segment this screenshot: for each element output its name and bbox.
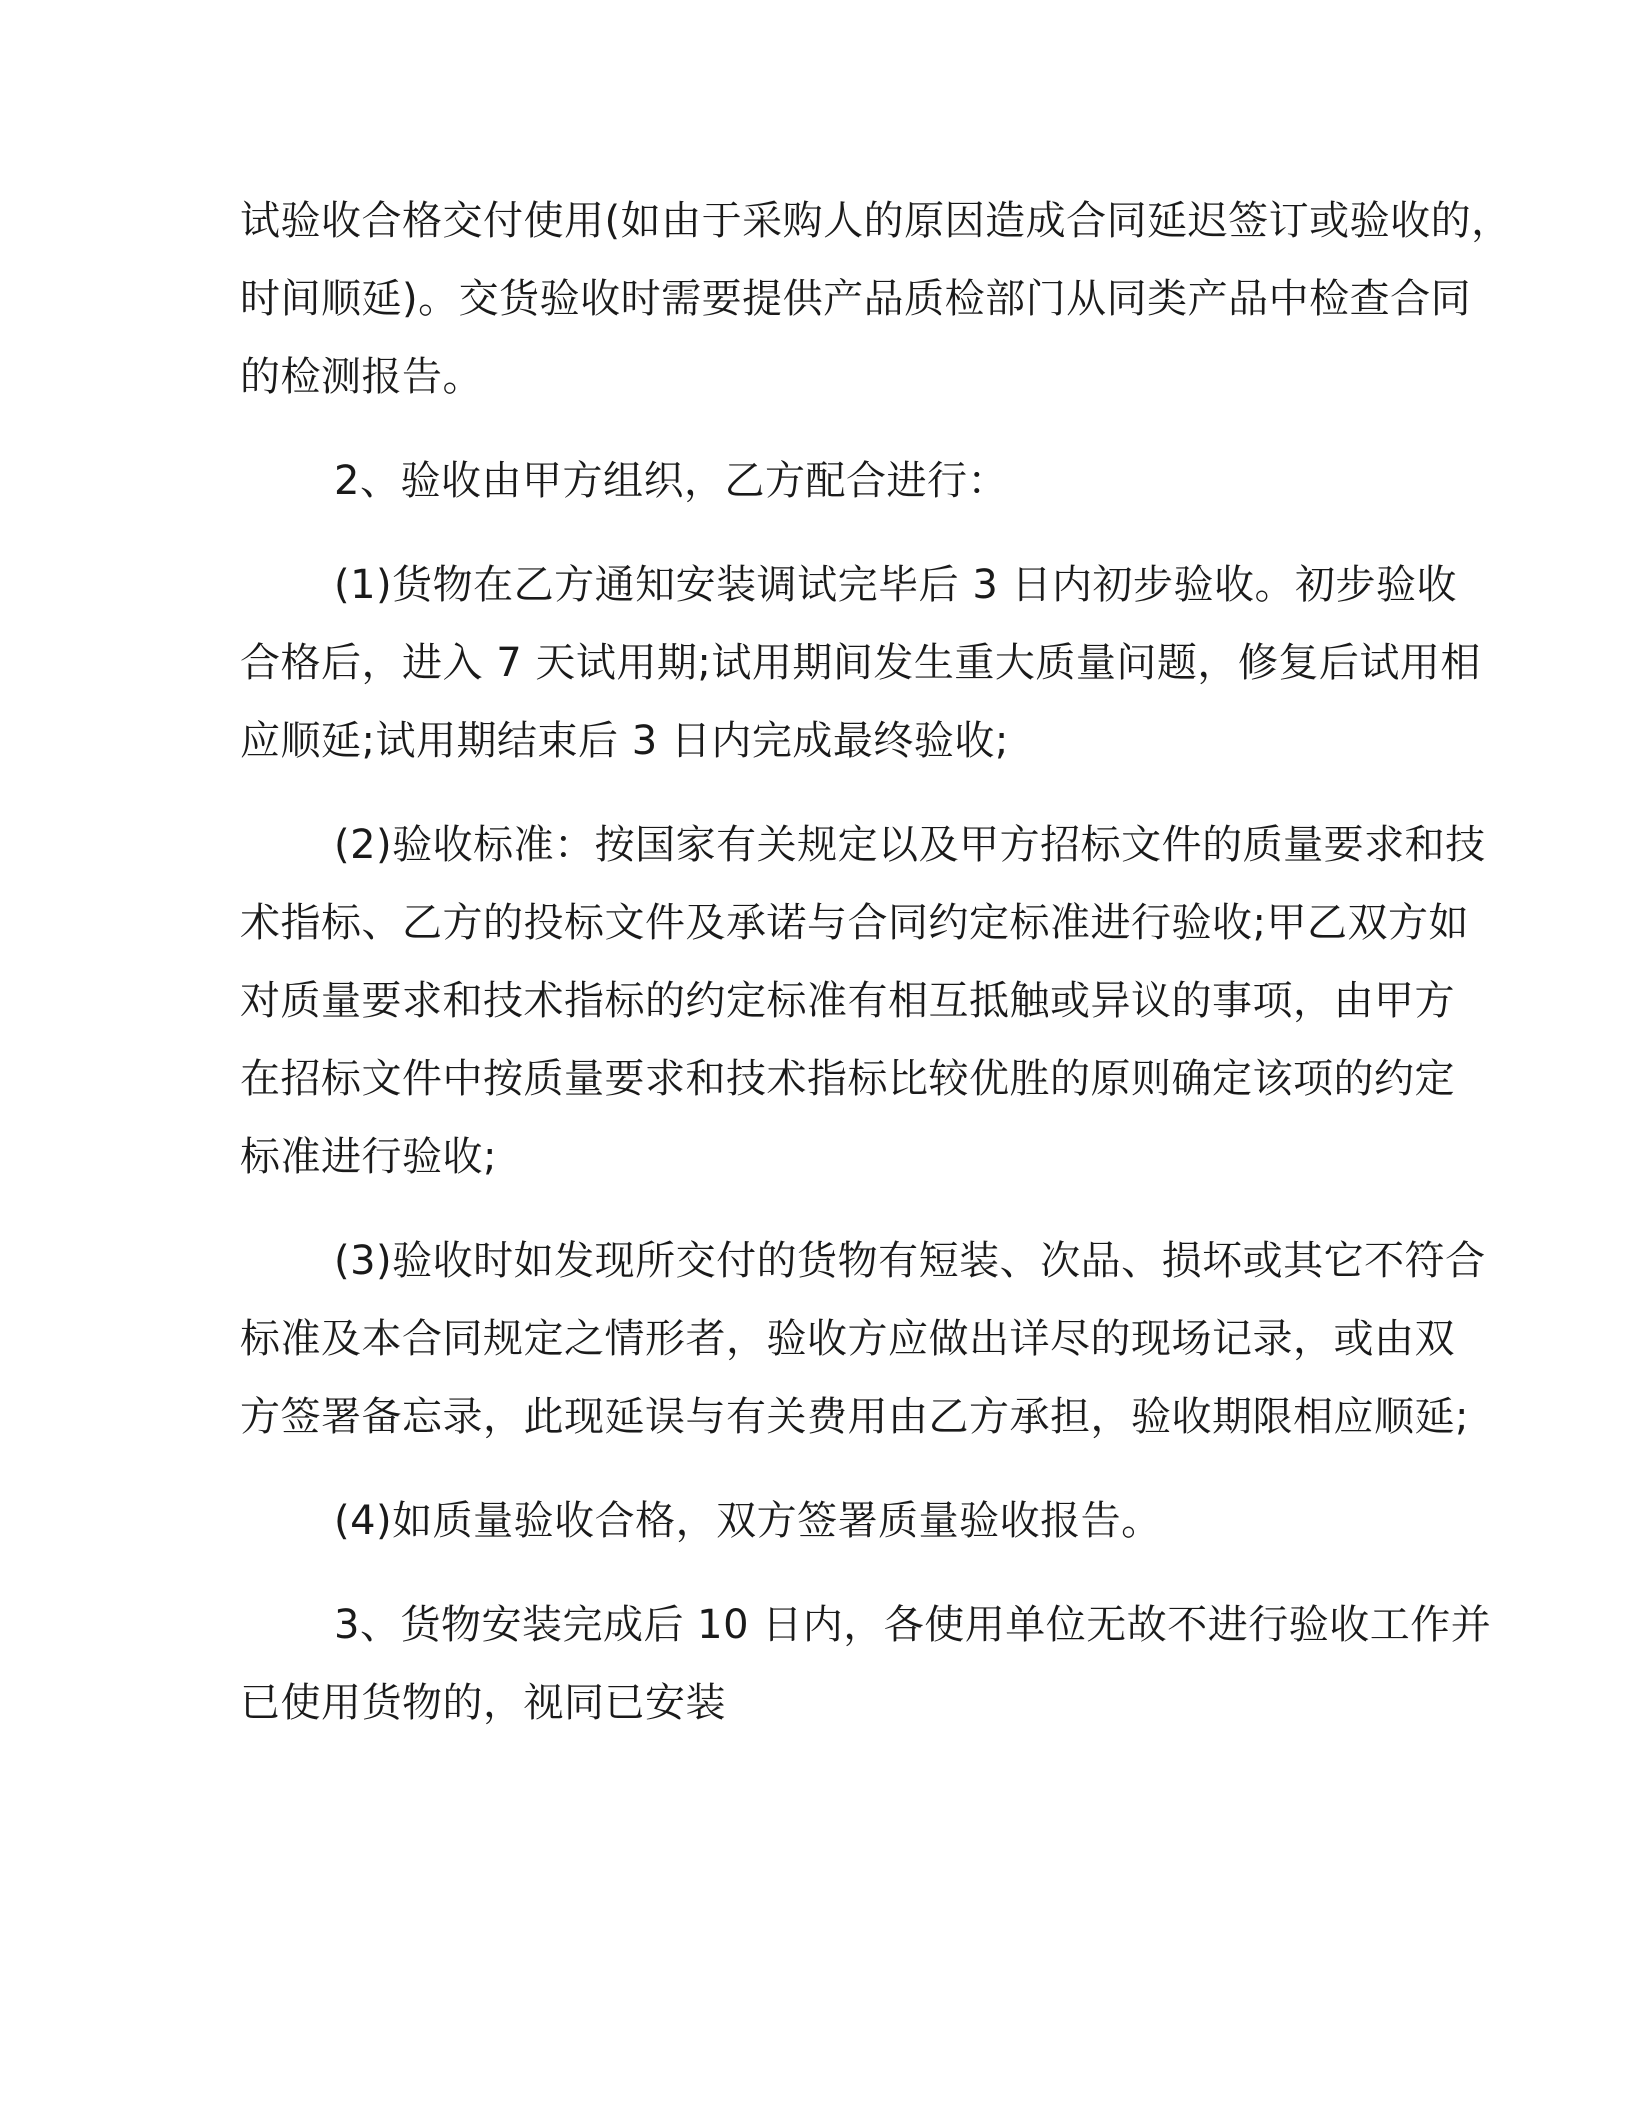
paragraph-item-1 bbox=[240, 546, 1481, 780]
text-line: 方签署备忘录，此现延误与有关费用由乙方承担，验收期限相应顺延; bbox=[240, 1394, 1469, 1440]
text-line: (2)验收标准：按国家有关规定以及甲方招标文件的质量要求和技 bbox=[334, 822, 1486, 868]
text-line: (4)如质量验收合格，双方签署质量验收报告。 bbox=[334, 1498, 1162, 1544]
paragraph-item-2 bbox=[240, 806, 1486, 1196]
text-line: 时间顺延)。交货验收时需要提供产品质检部门从同类产品中检查合同 bbox=[240, 276, 1472, 322]
text-line: 已使用货物的，视同已安装 bbox=[240, 1680, 726, 1726]
paragraph-intro bbox=[240, 182, 1512, 416]
text-line: 标准进行验收; bbox=[240, 1134, 497, 1180]
paragraph-clause-3 bbox=[240, 1586, 1492, 1742]
text-line: 2、验收由甲方组织，乙方配合进行： bbox=[334, 458, 1008, 504]
text-line: (1)货物在乙方通知安装调试完毕后 3 日内初步验收。初步验收 bbox=[334, 562, 1458, 608]
text-line: 试验收合格交付使用(如由于采购人的原因造成合同延迟签订或验收的， bbox=[240, 198, 1512, 244]
paragraph-item-4 bbox=[240, 1482, 1410, 1560]
text-line: 的检测报告。 bbox=[240, 354, 483, 400]
paragraph-clause-2 bbox=[240, 442, 1410, 520]
text-line: 对质量要求和技术指标的约定标准有相互抵触或异议的事项，由甲方 bbox=[240, 978, 1455, 1024]
text-line: (3)验收时如发现所交付的货物有短装、次品、损坏或其它不符合 bbox=[334, 1238, 1486, 1284]
text-line: 3、货物安装完成后 10 日内，各使用单位无故不进行验收工作并 bbox=[334, 1602, 1492, 1648]
document-page bbox=[240, 182, 1512, 1742]
text-line: 应顺延;试用期结束后 3 日内完成最终验收; bbox=[240, 718, 1009, 764]
text-line: 标准及本合同规定之情形者，验收方应做出详尽的现场记录，或由双 bbox=[240, 1316, 1455, 1362]
paragraph-item-3 bbox=[240, 1222, 1486, 1456]
text-line: 在招标文件中按质量要求和技术指标比较优胜的原则确定该项的约定 bbox=[240, 1056, 1455, 1102]
text-line: 合格后，进入 7 天试用期;试用期间发生重大质量问题，修复后试用相 bbox=[240, 640, 1481, 686]
text-line: 术指标、乙方的投标文件及承诺与合同约定标准进行验收;甲乙双方如 bbox=[240, 900, 1469, 946]
